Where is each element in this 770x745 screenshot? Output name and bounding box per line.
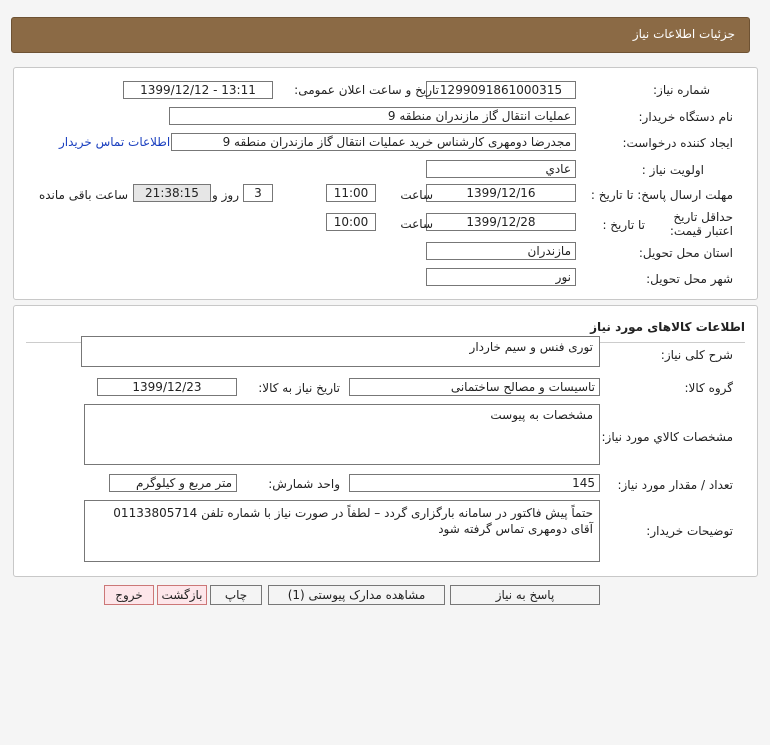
province-label: استان محل تحویل: (638, 246, 733, 260)
reply-button[interactable]: پاسخ به نیاز (450, 585, 600, 605)
priority-label: اولویت نیاز : (641, 163, 704, 177)
page-title: جزئیات اطلاعات نیاز (632, 27, 735, 41)
buyer-org-label: نام دستگاه خریدار: (638, 110, 733, 124)
announce-value: 1399/12/12 - 13:11 (123, 81, 273, 99)
reply-date-value: 1399/12/16 (426, 184, 576, 202)
qty-value: 145 (349, 474, 600, 492)
need-number-label: شماره نیاز: (653, 83, 710, 97)
validity-to-label: تا تاریخ : (602, 218, 645, 232)
creator-value: مجدرضا دومهری کارشناس خرید عملیات انتقال گاز مازندران منطقه 9 (171, 133, 576, 151)
goods-section-title: اطلاعات کالاهای مورد نیاز (590, 320, 745, 334)
qty-label: تعداد / مقدار مورد نیاز: (617, 478, 733, 492)
need-date-value: 1399/12/23 (97, 378, 237, 396)
print-button[interactable]: چاپ (210, 585, 262, 605)
validity-label: حداقل تاریخ اعتبار قیمت: (669, 210, 733, 238)
unit-value: متر مربع و کیلوگرم (109, 474, 237, 492)
need-number-value: 1299091861000315 (426, 81, 576, 99)
need-date-label: تاریخ نیاز به کالا: (258, 381, 340, 395)
announce-label: تاریخ و ساعت اعلان عمومی: (294, 83, 439, 97)
reply-deadline-label: مهلت ارسال پاسخ: تا تاریخ : (590, 188, 733, 202)
unit-label: واحد شمارش: (268, 477, 340, 491)
province-value: مازندران (426, 242, 576, 260)
buyer-org-value: عملیات انتقال گاز مازندران منطقه 9 (169, 107, 576, 125)
reply-time-label: ساعت (400, 188, 433, 202)
days-value: 3 (243, 184, 273, 202)
notes-value: حتماً پیش فاکتور در سامانه بارگزاری گردد – لطفاً در صورت نیاز با شماره تلفن 01133805714 آقای دومهری تماس گرفته شود (84, 500, 600, 562)
priority-value: عادي (426, 160, 576, 178)
desc-label: شرح کلی نیاز: (660, 348, 733, 362)
validity-time-value: 10:00 (326, 213, 376, 231)
reply-time-value: 11:00 (326, 184, 376, 202)
notes-label: توضیحات خریدار: (646, 524, 733, 538)
buyer-contact-link[interactable]: اطلاعات تماس خریدار (59, 135, 171, 149)
back-button[interactable]: بازگشت (157, 585, 207, 605)
group-value: تاسیسات و مصالح ساختمانی (349, 378, 600, 396)
page-header (11, 17, 750, 53)
goods-panel (13, 305, 758, 577)
city-value: نور (426, 268, 576, 286)
city-label: شهر محل تحویل: (646, 272, 733, 286)
group-label: گروه کالا: (684, 381, 733, 395)
remaining-label: ساعت باقی مانده (38, 188, 128, 202)
need-info-panel (13, 67, 758, 300)
spec-label: مشخصات کالاي مورد نیاز: (601, 430, 733, 444)
exit-button[interactable]: خروج (104, 585, 154, 605)
remaining-time-value: 21:38:15 (133, 184, 211, 202)
validity-time-label: ساعت (400, 217, 433, 231)
desc-value: توری فنس و سیم خاردار (81, 336, 600, 367)
creator-label: ایجاد کننده درخواست: (622, 136, 733, 150)
validity-date-value: 1399/12/28 (426, 213, 576, 231)
spec-value: مشخصات به پیوست (84, 404, 600, 465)
days-label: روز و (212, 188, 239, 202)
view-attachments-button[interactable]: مشاهده مدارک پیوستی (1) (268, 585, 445, 605)
